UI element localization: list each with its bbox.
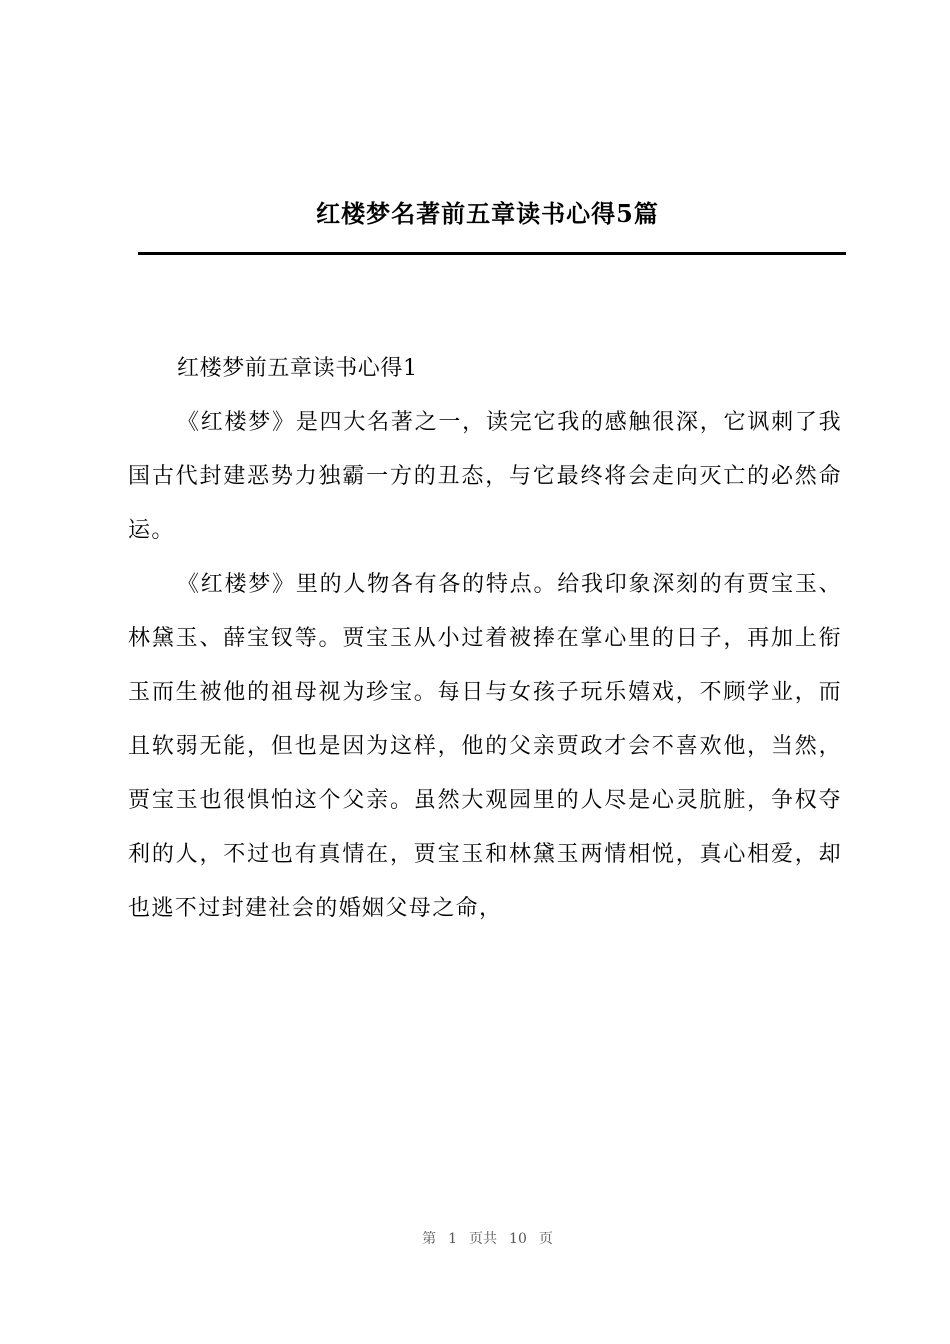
paragraph: 《红楼梦》里的人物各有各的特点。给我印象深刻的有贾宝玉、林黛玉、薛宝钗等。贾宝玉从小过着被捧在掌心里的日子，再加上衔玉而生被他的祖母视为珍宝。每日与女孩子玩乐嬉戏，不顾学业，而且软弱无能，但也是因为这样，他的父亲贾政才会不喜欢他，当然，贾宝玉也很惧怕这个父亲。虽然大观园里的人尽是心灵肮脏，争权夺利的人，不过也有真情在，贾宝玉和林黛玉两情相悦，真心相爱，却也逃不过封建社会的婚姻父母之命，	[128, 572, 842, 921]
paragraph: 《红楼梦》是四大名著之一，读完它我的感触很深，它讽刺了我国古代封建恶势力独霸一方的丑态，与它最终将会走向灭亡的必然命运。	[128, 410, 842, 543]
page-total: 10	[509, 1231, 527, 1247]
page-mid: 页共	[469, 1231, 498, 1247]
document-body	[128, 342, 842, 936]
document-title: 红楼梦名著前五章读书心得5篇	[316, 199, 659, 228]
section-heading: 红楼梦前五章读书心得1	[177, 356, 418, 381]
page-prefix: 第	[422, 1231, 437, 1247]
page-footer	[0, 1226, 950, 1252]
page-number: 1	[448, 1231, 458, 1247]
page-suffix: 页	[538, 1231, 553, 1247]
title-divider	[138, 252, 846, 255]
